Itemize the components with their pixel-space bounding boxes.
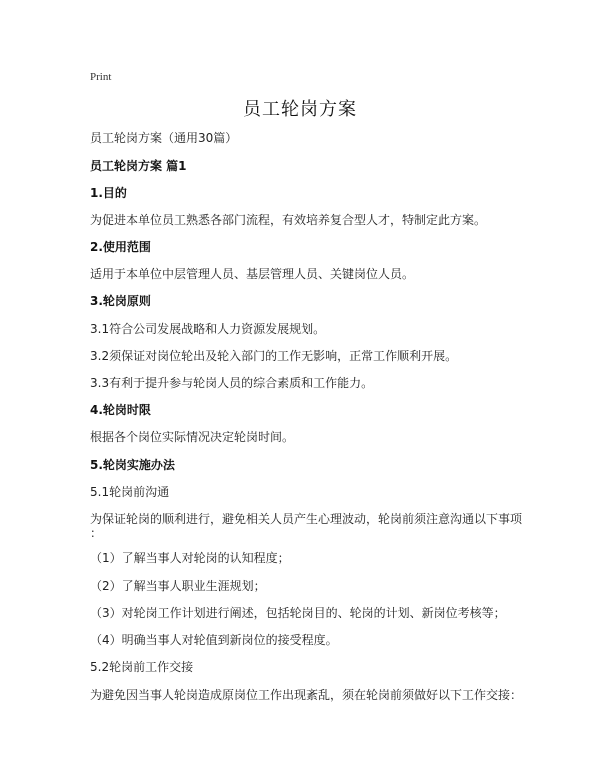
print-label: Print — [90, 71, 112, 83]
list-item: （4）明确当事人对轮值到新岗位的接受程度。 — [90, 633, 338, 647]
paragraph-purpose: 为促进本单位员工熟悉各部门流程，有效培养复合型人才，特制定此方案。 — [90, 213, 487, 227]
section-heading-scope: 2.使用范围 — [90, 240, 151, 254]
list-item: 3.3有利于提升参与轮岗人员的综合素质和工作能力。 — [90, 376, 374, 390]
document-subtitle: 员工轮岗方案（通用30篇） — [90, 131, 238, 145]
paragraph-communication-tail: ： — [90, 526, 103, 540]
section-heading-principles: 3.轮岗原则 — [90, 294, 151, 308]
paragraph-communication: 为保证轮岗的顺利进行，避免相关人员产生心理波动，轮岗前须注意沟通以下事项 — [90, 512, 523, 526]
paragraph-handover: 为避免因当事人轮岗造成原岗位工作出现紊乱，须在轮岗前须做好以下工作交接： — [90, 688, 523, 702]
list-item: （2）了解当事人职业生涯规划； — [90, 579, 266, 593]
list-item: （3）对轮岗工作计划进行阐述，包括轮岗目的、轮岗的计划、新岗位考核等； — [90, 606, 506, 620]
list-item: （1）了解当事人对轮岗的认知程度； — [90, 551, 290, 565]
page-title: 员工轮岗方案 — [243, 99, 357, 120]
list-item: 3.1符合公司发展战略和人力资源发展规划。 — [90, 322, 326, 336]
article-heading: 员工轮岗方案 篇1 — [90, 159, 187, 173]
subsection-heading-communication: 5.1轮岗前沟通 — [90, 485, 170, 499]
list-item: 3.2须保证对岗位轮出及轮入部门的工作无影响，正常工作顺利开展。 — [90, 349, 458, 363]
section-heading-duration: 4.轮岗时限 — [90, 403, 151, 417]
paragraph-scope: 适用于本单位中层管理人员、基层管理人员、关键岗位人员。 — [90, 267, 415, 281]
section-heading-purpose: 1.目的 — [90, 186, 127, 200]
section-heading-implementation: 5.轮岗实施办法 — [90, 458, 175, 472]
subsection-heading-handover: 5.2轮岗前工作交接 — [90, 660, 194, 674]
paragraph-duration: 根据各个岗位实际情况决定轮岗时间。 — [90, 430, 295, 444]
